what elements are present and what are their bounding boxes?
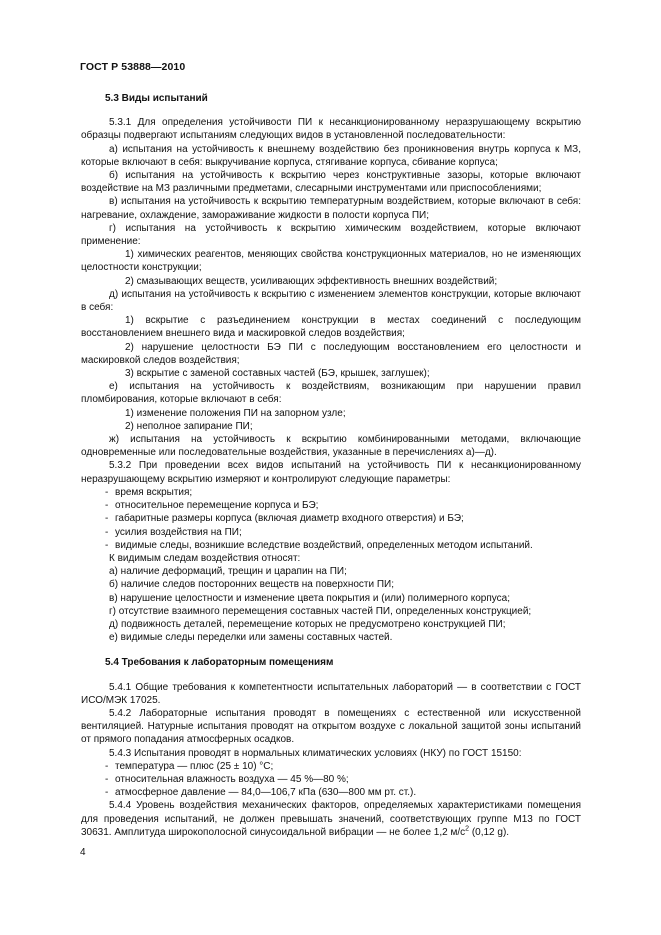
- paragraph-5-4-4: [81, 799, 581, 839]
- page-number: 4: [80, 847, 86, 858]
- section-5-4-heading: 5.4 Требования к лабораторным помещениям: [105, 657, 334, 669]
- visible-traces-intro: К видимым следам воздействия относят:: [109, 552, 301, 564]
- paragraph-5-4-4-tail: (0,12 g).: [469, 826, 510, 838]
- list-item-e-1: 1) изменение положения ПИ на запорном узле;: [125, 407, 346, 419]
- list-item-g-2: 2) смазывающих веществ, усиливающих эффективность внешних воздействий;: [125, 275, 498, 287]
- trace-item: в) нарушение целостности и изменение цвета покрытия и (или) полимерного корпуса;: [109, 592, 510, 604]
- list-item-d-2: 2) нарушение целостности БЭ ПИ с последующим восстановлением его целостности и маскировкой следов воздействия;: [81, 341, 581, 366]
- paragraph-5-3-2: 5.3.2 При проведении всех видов испытаний на устойчивость ПИ к несанкционированному неразрушающему вскрытию измеряют и контролируют следующие параметры:: [81, 460, 581, 485]
- parameter-text: время вскрытия;: [115, 486, 193, 498]
- list-item-zh: ж) испытания на устойчивость к вскрытию комбинированными методами, включающие одновременные или последовательные воздействия, указанные в перечислениях а)—д).: [81, 434, 581, 459]
- condition-text: относительная влажность воздуха — 45 %—80 %;: [115, 773, 349, 785]
- condition-item: - относительная влажность воздуха — 45 %—80 %;: [105, 773, 349, 785]
- trace-item: г) отсутствие взаимного перемещения составных частей ПИ, определенных конструкцией;: [109, 605, 532, 617]
- trace-item: б) наличие следов посторонних веществ на поверхности ПИ;: [109, 579, 395, 591]
- list-item-e: е) испытания на устойчивость к воздействиям, возникающим при нарушении правил пломбирования, которые включают в себя:: [81, 381, 581, 406]
- paragraph-5-4-3: 5.4.3 Испытания проводят в нормальных климатических условиях (НКУ) по ГОСТ 15150:: [109, 747, 522, 759]
- list-item-d-1: 1) вскрытие с разъединением конструкции в местах соединений с последующим восстановлением внешнего вида и маскировкой следов воздействия;: [81, 315, 581, 340]
- paragraph-5-4-1: 5.4.1 Общие требования к компетентности испытательных лабораторий — в соответствии с ГОСТ ИСО/МЭК 17025.: [81, 681, 581, 706]
- condition-item: - атмосферное давление — 84,0—106,7 кПа (630—800 мм рт. ст.).: [105, 787, 417, 799]
- condition-text: температура — плюс (25 ± 10) °С;: [115, 760, 274, 772]
- page-content: [81, 92, 581, 839]
- trace-item: а) наличие деформаций, трещин и царапин на ПИ;: [109, 566, 347, 578]
- parameter-item: - время вскрытия;: [105, 486, 193, 498]
- parameter-item: - усилия воздействия на ПИ;: [105, 526, 242, 538]
- list-item-g: г) испытания на устойчивость к вскрытию химическим воздействием, которые включают применение:: [81, 222, 581, 248]
- section-5-3-heading: 5.3 Виды испытаний: [105, 93, 208, 104]
- parameter-item: - видимые следы, возникшие вследствие воздействий, определенных методом испытаний.: [105, 539, 533, 551]
- list-item-e-2: 2) неполное запирание ПИ;: [125, 420, 253, 432]
- list-item-d-3: 3) вскрытие с заменой составных частей (БЭ, крышек, заглушек);: [125, 368, 430, 380]
- list-item-d: д) испытания на устойчивость к вскрытию с изменением элементов конструкции, которые включают в себя:: [81, 288, 581, 314]
- condition-text: атмосферное давление — 84,0—106,7 кПа (630—800 мм рт. ст.).: [115, 787, 417, 799]
- superscript-exponent: 2: [465, 825, 470, 833]
- document-code-header: ГОСТ Р 53888—2010: [80, 61, 186, 73]
- trace-item: е) видимые следы переделки или замены составных частей.: [109, 632, 393, 644]
- paragraph-5-4-2: 5.4.2 Лабораторные испытания проводят в помещениях с естественной или искусственной вентиляцией. Натурные испытания проводят на открытом воздухе с локальной защитой зоны испытаний от прямого попадания атмосферных осадков.: [81, 707, 581, 746]
- parameter-text: видимые следы, возникшие вследствие воздействий, определенных методом испытаний.: [115, 539, 533, 551]
- parameter-text: относительное перемещение корпуса и БЭ;: [115, 500, 319, 512]
- condition-item: - температура — плюс (25 ± 10) °С;: [105, 760, 274, 772]
- parameter-item: - относительное перемещение корпуса и БЭ;: [105, 500, 319, 512]
- list-item-a: а) испытания на устойчивость к внешнему воздействию без проникновения внутрь корпуса к МЗ, которые включают в себя: выкручивание корпуса, стягивание корпуса, сбивание корпуса;: [81, 143, 581, 168]
- parameter-text: габаритные размеры корпуса (включая диаметр входного отверстия) и БЭ;: [115, 513, 464, 525]
- list-item-b: б) испытания на устойчивость к вскрытию через конструктивные зазоры, которые включают воздействие на МЗ различными предметами, слесарными инструментами или приспособлениями;: [81, 170, 581, 195]
- paragraph-5-3-1: 5.3.1 Для определения устойчивости ПИ к несанкционированному неразрушающему вскрытию образцы подвергают испытаниям следующих видов в установленной последовательности:: [81, 117, 581, 142]
- trace-item: д) подвижность деталей, перемещение которых не предусмотрено конструкцией ПИ;: [109, 618, 506, 630]
- parameter-item: - габаритные размеры корпуса (включая диаметр входного отверстия) и БЭ;: [105, 513, 464, 525]
- parameter-text: усилия воздействия на ПИ;: [115, 526, 242, 538]
- paragraph-5-4-4-main: 5.4.4 Уровень воздействия механических факторов, определяемых характеристиками помещения для проведения испытаний, не должен превышать значений, соответствующих группе М13 по ГОСТ 30631. Амплитуда широкополосной синусоидальной вибрации — не более 1,2 м/с: [81, 800, 581, 838]
- list-item-g-1: 1) химических реагентов, меняющих свойства конструкционных материалов, но не изменяющих целостности конструкции;: [81, 249, 581, 274]
- list-item-v: в) испытания на устойчивость к вскрытию температурным воздействием, которые включают в себя: нагревание, охлаждение, замораживание жидкости в полости корпуса ПИ;: [81, 196, 581, 221]
